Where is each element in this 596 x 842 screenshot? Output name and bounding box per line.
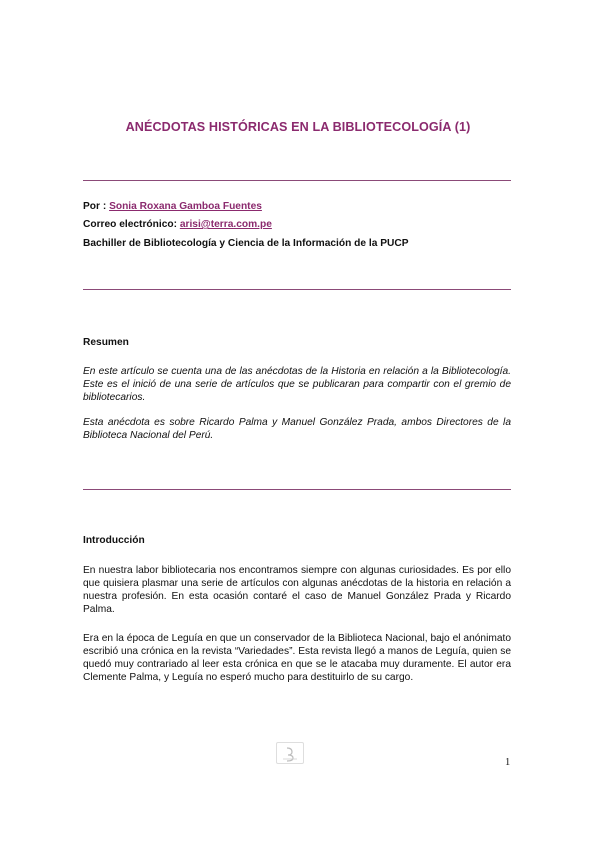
email-line: [83, 218, 511, 231]
intro-heading: Introducción: [83, 535, 145, 546]
divider-bottom: [83, 489, 511, 490]
intro-paragraph-2: Era en la época de Leguía en que un conservador de la Biblioteca Nacional, bajo el anónimato escribió una crónica en la revista “Variedades”. Esta revista llegó a manos de Leguía, quien se quedó muy contrariado al leer esta crónica en que se le atacaba muy duramente. El autor era Clemente Palma, y Leguía no esperó mucho para destituirlo de su cargo.: [83, 633, 511, 683]
intro-paragraph-1: En nuestra labor bibliotecaria nos encontramos siempre con algunas curiosidades. Es por ello que quisiera plasmar una serie de artículos con algunas anécdotas de la historia en relación a nuestra profesión. En esta ocasión contaré el caso de Manuel González Prada y Ricardo Palma.: [83, 565, 511, 615]
email-label: Correo electrónico:: [83, 219, 177, 230]
email-link[interactable]: arisi@terra.com.pe: [179, 219, 272, 230]
divider-middle: [83, 289, 511, 290]
resumen-paragraph-2: Esta anécdota es sobre Ricardo Palma y Manuel González Prada, ambos Directores de la Biblioteca Nacional del Perú.: [83, 417, 511, 441]
author-degree: Bachiller de Bibliotecología y Ciencia de la Información de la PUCP: [83, 238, 409, 249]
author-label: Por :: [83, 201, 107, 212]
document-title: ANÉCDOTAS HISTÓRICAS EN LA BIBLIOTECOLOGÍA (1): [125, 120, 471, 134]
resumen-paragraph-1: En este artículo se cuenta una de las anécdotas de la Historia en relación a la Bibliotecología. Este es el inició de una serie de artículos que se publicaran para compartir con el gremio de bibliotecarios.: [83, 366, 511, 403]
divider-top: [83, 180, 511, 181]
watermark-logo-icon: [276, 742, 304, 764]
author-line: [83, 200, 511, 213]
resumen-heading: Resumen: [83, 337, 129, 348]
author-link[interactable]: Sonia Roxana Gamboa Fuentes: [109, 201, 262, 212]
page-number: 1: [505, 757, 511, 768]
